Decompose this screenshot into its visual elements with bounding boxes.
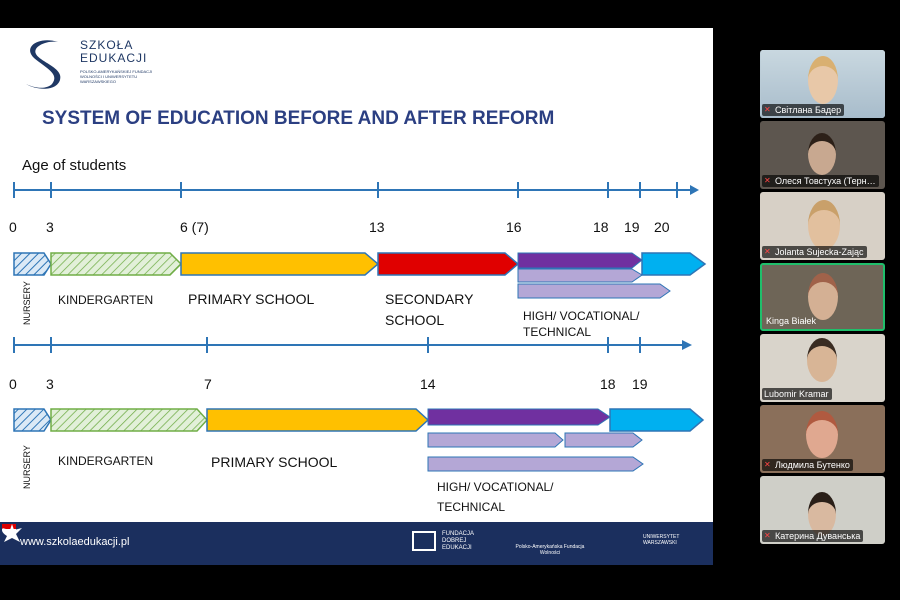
age-label: 19 (624, 219, 640, 235)
participant-name-text: Олеся Товстуха (Терн… (775, 176, 876, 186)
age-label: 14 (420, 376, 436, 392)
bar-after-tech-2 (565, 433, 642, 447)
bar-before-high (518, 253, 642, 268)
participant-name (762, 104, 844, 116)
mic-muted-icon: ✕ (764, 460, 771, 469)
age-label: 3 (46, 376, 54, 392)
bar-before-top (642, 253, 705, 275)
age-label: 13 (369, 219, 385, 235)
participant-tile-active-speaker[interactable] (760, 263, 885, 331)
stage-label-secondary-2: SCHOOL (385, 312, 445, 328)
stage-label-kindergarten: KINDERGARTEN (58, 293, 154, 307)
age-label: 0 (9, 376, 17, 392)
bar-after-kindergarten (51, 409, 207, 431)
bar-after-high (428, 409, 610, 425)
brand-name-line2: EDUKACJI (80, 51, 148, 65)
participant-name-text: Lubomir Kramar (764, 389, 829, 399)
brand-subtitle: POLSKO-AMERYKAŃSKIEJ FUNDACJI WOLNOŚCI I UNIWERSYTETU WARSZAWSKIEGO (80, 69, 153, 84)
stage-label-high: HIGH/ VOCATIONAL/ (523, 309, 640, 323)
participant-tile[interactable] (760, 476, 885, 544)
bar-before-kindergarten (51, 253, 181, 275)
participant-tile[interactable] (760, 405, 885, 473)
stage-label-secondary: SECONDARY (385, 291, 474, 307)
fde-logo-text: FUNDACJA DOBREJ EDUKACJI (442, 531, 474, 551)
school-logo-icon (26, 40, 60, 89)
stage-label-kindergarten: KINDERGARTEN (58, 454, 154, 468)
shared-slide (0, 28, 713, 565)
bar-before-tech-1 (518, 269, 642, 282)
age-heading: Age of students (22, 157, 127, 174)
stage-label-high-2: TECHNICAL (523, 325, 592, 339)
stage-label-primary: PRIMARY SCHOOL (188, 291, 315, 307)
age-label: 16 (506, 219, 522, 235)
uw-logo-text: UNIWERSYTET WARSZAWSKI (643, 534, 680, 546)
slide-title: SYSTEM OF EDUCATION BEFORE AND AFTER REFORM (42, 108, 555, 129)
participant-face (808, 56, 838, 104)
stage-label-high: HIGH/ VOCATIONAL/ (437, 480, 554, 494)
age-label: 18 (593, 219, 609, 235)
participant-face (808, 200, 840, 250)
mic-muted-icon: ✕ (764, 176, 771, 185)
participant-tile[interactable] (760, 334, 885, 402)
bar-before-primary (181, 253, 378, 275)
uw-eagle-icon (0, 522, 24, 548)
age-label: 18 (600, 376, 616, 392)
participant-name-text: Людмила Бутенко (775, 460, 850, 470)
pafw-logo-text: Polsko-Amerykańska Fundacja Wolności (515, 544, 585, 556)
participant-name (762, 175, 879, 187)
mic-muted-icon: ✕ (764, 247, 771, 256)
brand-name-line1: SZKOŁA (80, 38, 134, 52)
mic-muted-icon: ✕ (764, 531, 771, 540)
participant-tile[interactable] (760, 192, 885, 260)
participant-name (764, 315, 819, 327)
participant-face (807, 338, 837, 382)
participant-name (762, 246, 867, 258)
participant-tile[interactable] (760, 121, 885, 189)
age-label: 20 (654, 219, 670, 235)
timeline-after-arrow (682, 340, 692, 350)
participant-name-text: Kinga Białek (766, 316, 817, 326)
bar-after-primary (207, 409, 428, 431)
stage-label-nursery: NURSERY (22, 281, 32, 325)
participant-name (762, 459, 853, 471)
age-label: 3 (46, 219, 54, 235)
age-label: 7 (204, 376, 212, 392)
stage-label-primary: PRIMARY SCHOOL (211, 454, 338, 470)
participant-name-text: Світлана Бадер (775, 105, 842, 115)
participant-face (806, 411, 838, 458)
footer-url: www.szkolaedukacji.pl (20, 536, 130, 548)
slide-footer (0, 522, 713, 565)
bar-before-tech-2 (518, 284, 670, 298)
age-label: 19 (632, 376, 648, 392)
timeline-before-arrow (690, 185, 699, 195)
bar-after-tech-1 (428, 433, 563, 447)
stage-label-nursery: NURSERY (22, 445, 32, 489)
bar-after-nursery (14, 409, 51, 431)
fde-logo-icon (412, 531, 436, 551)
mic-muted-icon: ✕ (764, 105, 771, 114)
bar-before-nursery (14, 253, 51, 275)
participant-name (762, 530, 863, 542)
stage-label-high-2: TECHNICAL (437, 500, 506, 514)
participant-name (762, 388, 832, 400)
bar-after-top (610, 409, 703, 431)
age-label: 0 (9, 219, 17, 235)
bar-before-secondary (378, 253, 518, 275)
participant-tile[interactable] (760, 50, 885, 118)
age-label: 6 (7) (180, 219, 209, 235)
participant-face (808, 133, 836, 175)
bar-after-tech-3 (428, 457, 643, 471)
participant-name-text: Катерина Дуванська (775, 531, 861, 541)
participant-name-text: Jolanta Sujecka-Zając (775, 247, 864, 257)
participant-face (808, 273, 838, 320)
